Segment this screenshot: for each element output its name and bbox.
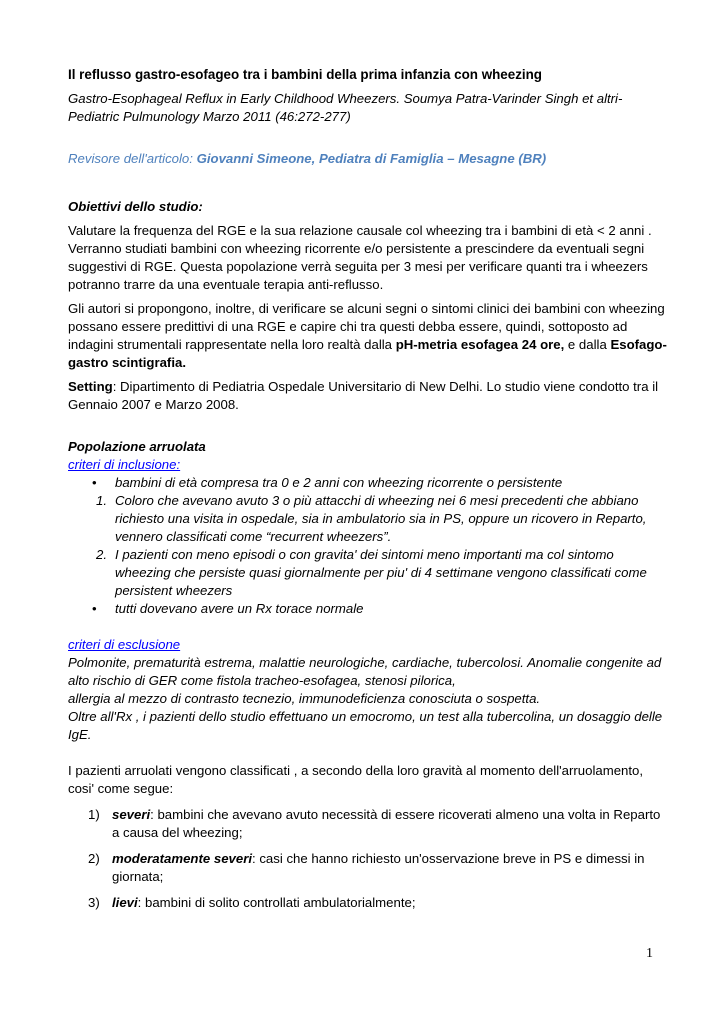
setting-label: Setting [68, 379, 113, 394]
classification-intro: I pazienti arruolati vengono classificati , a secondo della loro gravità al momento dell'arruolamento, cosi' come segue: [68, 763, 644, 796]
citation-line-2: Pediatric Pulmunology Marzo 2011 (46:272-277) [68, 109, 351, 124]
inclusion-criteria-link[interactable]: criteri di inclusione: [68, 457, 181, 472]
document-page [68, 66, 668, 912]
exclusion-text-1: Polmonite, prematurità estrema, malattie neurologiche, cardiache, tubercolosi. Anomalie congenite ad alto rischio di GER come fistola tracheo-esofagea, stenosi pilorica, [68, 655, 662, 688]
severity-term: severi [112, 807, 151, 822]
inclusion-bullet-item [68, 600, 668, 618]
inclusion-numbered-item [68, 492, 668, 546]
objectives-p2-text-a: Gli autori si propongono, inoltre, di verificare se alcuni segni o sintomi clinici dei bambini con wheezing possano essere predittivi di una RGE e capire chi tra questi debba essere, quindi, sottoposto ad indagini strumentali rappresentate nella loro realtà dalla [68, 301, 665, 352]
severity-list [68, 806, 668, 912]
inclusion-numbered-1-text: Coloro che avevano avuto 3 o più attacchi di wheezing nei 6 mesi precedenti che abbiano richiesto una visita in ospedale, sia in ambulatorio sia in PS, oppure un ricovero in Reparto, vennero classificati come “recurrent wheezers”. [115, 493, 647, 544]
reviewer-label: Revisore dell'articolo: [68, 151, 197, 166]
objectives-heading: Obiettivi dello studio: [68, 199, 203, 214]
reviewer-name: Giovanni Simeone, Pediatra di Famiglia – Mesagne (BR) [196, 151, 547, 166]
inclusion-numbered-item [68, 546, 668, 600]
severity-term: lievi [112, 895, 138, 910]
inclusion-numbered-2-text: I pazienti con meno episodi o con gravita' dei sintomi meno importanti ma col sintomo wheezing che persiste quasi giornalmente per piu' di 4 settimane vengono classificati come persistent wheezers [115, 547, 647, 598]
severity-marker: 1) [88, 807, 100, 822]
objectives-paragraph-1: Valutare la frequenza del RGE e la sua relazione causale col wheezing tra i bambini di età < 2 anni . Verranno studiati bambini con wheezing ricorrente e/o persistente a prescindere da eventuali segni suggestivi di RGE. Questa popolazione verrà seguita per 3 mesi per verificare quanti tra i wheezers potranno trarre da una eventuale terapia anti-reflusso. [68, 223, 652, 292]
objectives-p2-scintigraphy: Esofago-gastro scintigrafia. [68, 337, 667, 370]
population-heading: Popolazione arruolata [68, 439, 206, 454]
bullet-marker: • [92, 601, 97, 616]
exclusion-criteria-link[interactable]: criteri di esclusione [68, 637, 181, 652]
severity-item-mild [68, 894, 668, 912]
article-title: Il reflusso gastro-esofageo tra i bambini della prima infanzia con wheezing [68, 67, 542, 82]
inclusion-bullet-item [68, 474, 668, 492]
exclusion-text-2: allergia al mezzo di contrasto tecnezio, immunodeficienza conosciuta o sospetta. [68, 691, 541, 706]
inclusion-bullet-2-text: tutti dovevano avere un Rx torace normale [115, 601, 364, 616]
exclusion-text-3: Oltre all'Rx , i pazienti dello studio effettuano un emocromo, un test alla tubercolina, un dosaggio delle IgE. [68, 709, 663, 742]
setting-paragraph [68, 378, 668, 414]
number-marker: 2. [96, 547, 107, 562]
severity-text: : bambini di solito controllati ambulatorialmente; [137, 895, 416, 910]
objectives-p2-text-c: e dalla [564, 337, 611, 352]
page-number: 1 [646, 946, 653, 961]
citation-line-1: Gastro-Esophageal Reflux in Early Childhood Wheezers. Soumya Patra-Varinder Singh et altri- [68, 91, 623, 106]
objectives-p2-phmetry: pH-metria esofagea 24 ore, [395, 337, 565, 352]
setting-text: : Dipartimento di Pediatria Ospedale Universitario di New Delhi. Lo studio viene condotto tra il Gennaio 2007 e Marzo 2008. [68, 379, 659, 412]
severity-term: moderatamente severi [112, 851, 253, 866]
inclusion-list [68, 474, 668, 618]
severity-text: : casi che hanno richiesto un'osservazione breve in PS e dimessi in giornata; [112, 851, 645, 884]
inclusion-bullet-1-text: bambini di età compresa tra 0 e 2 anni con wheezing ricorrente o persistente [115, 475, 563, 490]
severity-item-moderate [68, 850, 668, 886]
severity-marker: 3) [88, 895, 100, 910]
reviewer-line [68, 150, 668, 168]
bullet-marker: • [92, 475, 97, 490]
severity-marker: 2) [88, 851, 100, 866]
citation [68, 90, 668, 126]
severity-text: : bambini che avevano avuto necessità di essere ricoverati almeno una volta in Reparto a causa del wheezing; [112, 807, 661, 840]
severity-item-severe [68, 806, 668, 842]
objectives-paragraph-2 [68, 300, 668, 372]
number-marker: 1. [96, 493, 107, 508]
